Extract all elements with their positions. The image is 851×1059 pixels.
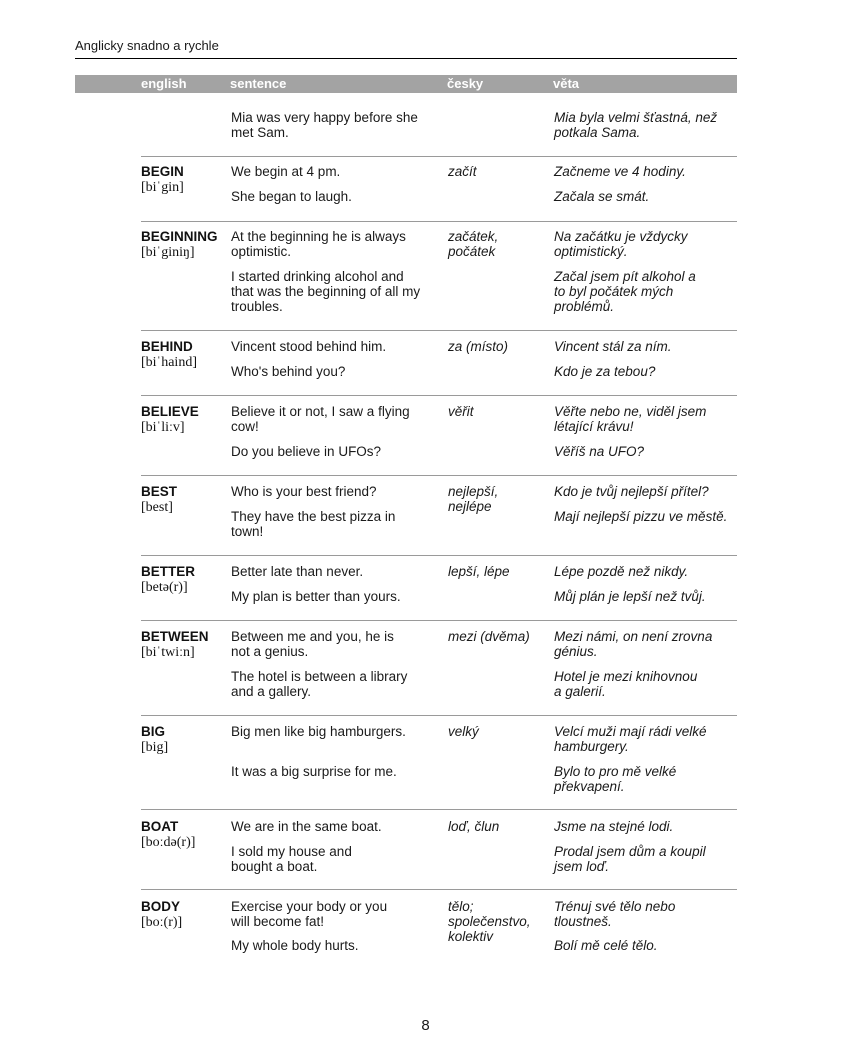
example-sentence: We begin at 4 pm. <box>231 164 341 179</box>
example-sentence: The hotel is between a library and a gallery. <box>231 669 408 699</box>
example-sentence: I started drinking alcohol and that was the beginning of all my troubles. <box>231 269 421 314</box>
phonetic-transcription: [big] <box>141 740 169 755</box>
example-translation: Začneme ve 4 hodiny. <box>554 164 686 179</box>
headword: BEGIN <box>141 164 184 179</box>
example-sentence: Better late than never. <box>231 564 364 579</box>
example-sentence: It was a big surprise for me. <box>231 764 397 779</box>
entry-divider <box>141 475 737 476</box>
phonetic-transcription: [biˈhaind] <box>141 355 197 370</box>
example-sentence: My plan is better than yours. <box>231 589 401 604</box>
phonetic-transcription: [biˈgin] <box>141 180 184 195</box>
header-rule <box>75 58 737 59</box>
example-sentence: Exercise your body or you will become fat! <box>231 899 388 929</box>
headword: BEGINNING <box>141 229 218 244</box>
example-translation: Věřte nebo ne, viděl jsem létající krávu! <box>554 404 707 434</box>
page-number: 8 <box>421 1017 430 1034</box>
czech-meaning: loď, člun <box>448 819 500 834</box>
example-translation: Trénuj své tělo nebo tloustneš. <box>554 899 676 929</box>
example-translation: Na začátku je vždycky optimistický. <box>554 229 688 259</box>
example-sentence: She began to laugh. <box>231 189 352 204</box>
example-translation: Kdo je tvůj nejlepší přítel? <box>554 484 709 499</box>
headword: BELIEVE <box>141 404 199 419</box>
column-header-cesky: česky <box>447 76 484 91</box>
headword: BODY <box>141 899 181 914</box>
phonetic-transcription: [betə(r)] <box>141 580 188 595</box>
czech-meaning: nejlepší, nejlépe <box>448 484 499 514</box>
example-sentence: My whole body hurts. <box>231 938 359 953</box>
entry-divider <box>141 221 737 222</box>
example-translation: Prodal jsem dům a koupil jsem loď. <box>554 844 706 874</box>
czech-meaning: lepší, lépe <box>448 564 510 579</box>
example-sentence: We are in the same boat. <box>231 819 382 834</box>
example-sentence: Who is your best friend? <box>231 484 377 499</box>
czech-meaning: začátek, počátek <box>448 229 499 259</box>
example-translation: Mezi námi, on není zrovna génius. <box>554 629 713 659</box>
example-sentence: Do you believe in UFOs? <box>231 444 382 459</box>
example-translation: Velcí muži mají rádi velké hamburgery. <box>554 724 707 754</box>
example-translation: Bylo to pro mě velké překvapení. <box>554 764 677 794</box>
phonetic-transcription: [boːdə(r)] <box>141 835 196 850</box>
column-header-sentence: sentence <box>230 76 287 91</box>
example-sentence: Vincent stood behind him. <box>231 339 387 354</box>
example-translation: Můj plán je lepší než tvůj. <box>554 589 706 604</box>
phonetic-transcription: [boː(r)] <box>141 915 183 930</box>
example-sentence: Who's behind you? <box>231 364 346 379</box>
phonetic-transcription: [biˈtwiːn] <box>141 645 195 660</box>
headword: BIG <box>141 724 166 739</box>
czech-meaning: začít <box>448 164 477 179</box>
example-translation: Začala se smát. <box>554 189 650 204</box>
headword: BOAT <box>141 819 179 834</box>
headword: BEHIND <box>141 339 193 354</box>
example-sentence: They have the best pizza in town! <box>231 509 396 539</box>
running-head: Anglicky snadno a rychle <box>75 38 219 53</box>
entry-divider <box>141 330 737 331</box>
example-sentence: Between me and you, he is not a genius. <box>231 629 394 659</box>
czech-meaning: věřit <box>448 404 474 419</box>
example-translation: Jsme na stejné lodi. <box>554 819 674 834</box>
table-header <box>75 75 737 93</box>
example-sentence: I sold my house and bought a boat. <box>231 844 352 874</box>
example-translation: Lépe pozdě než nikdy. <box>554 564 689 579</box>
czech-meaning: tělo; společenstvo, kolektiv <box>448 899 531 944</box>
entry-divider <box>141 395 737 396</box>
example-translation: Kdo je za tebou? <box>554 364 656 379</box>
czech-meaning: mezi (dvěma) <box>448 629 530 644</box>
example-translation: Mají nejlepší pizzu ve městě. <box>554 509 728 524</box>
entry-divider <box>141 809 737 810</box>
example-translation: Hotel je mezi knihovnou a galerií. <box>554 669 698 699</box>
example-translation: Věříš na UFO? <box>554 444 645 459</box>
entry-divider <box>141 620 737 621</box>
czech-meaning: velký <box>448 724 479 739</box>
example-sentence: Mia was very happy before she met Sam. <box>231 110 418 140</box>
phonetic-transcription: [best] <box>141 500 173 515</box>
entry-divider <box>141 555 737 556</box>
headword: BETTER <box>141 564 195 579</box>
entry-divider <box>141 889 737 890</box>
phonetic-transcription: [biˈginiŋ] <box>141 245 195 260</box>
entry-divider <box>141 715 737 716</box>
example-translation: Bolí mě celé tělo. <box>554 938 658 953</box>
column-header-english: english <box>141 76 187 91</box>
headword: BETWEEN <box>141 629 209 644</box>
entry-divider <box>141 156 737 157</box>
column-header-veta: věta <box>553 76 580 91</box>
example-sentence: At the beginning he is always optimistic. <box>231 229 406 259</box>
headword: BEST <box>141 484 178 499</box>
czech-meaning: za (místo) <box>448 339 509 354</box>
phonetic-transcription: [biˈliːv] <box>141 420 185 435</box>
example-sentence: Believe it or not, I saw a flying cow! <box>231 404 410 434</box>
example-translation: Začal jsem pít alkohol a to byl počátek mých problémů. <box>554 269 696 314</box>
example-translation: Vincent stál za ním. <box>554 339 672 354</box>
example-sentence: Big men like big hamburgers. <box>231 724 406 739</box>
example-translation: Mia byla velmi šťastná, než potkala Sama. <box>554 110 718 140</box>
